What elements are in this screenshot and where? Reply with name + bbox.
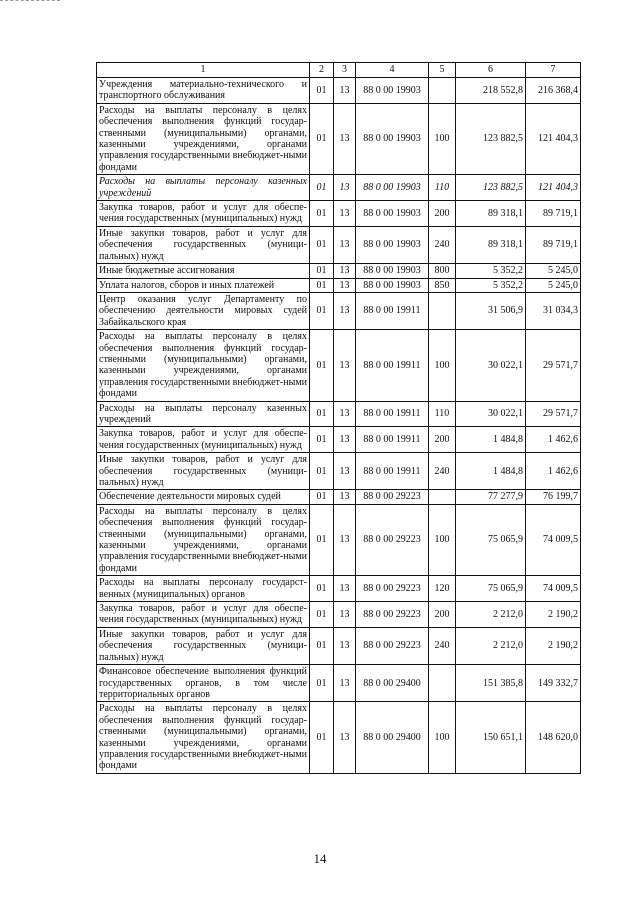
expense-type-cell: 850 — [429, 278, 456, 292]
amount-year2-cell: 29 571,7 — [526, 401, 581, 427]
target-article-cell: 88 0 00 29223 — [356, 576, 429, 602]
table-row — [97, 453, 581, 490]
table-row — [97, 78, 581, 104]
table-row — [97, 401, 581, 427]
target-article-cell: 88 0 00 29223 — [356, 490, 429, 504]
amount-year2-cell: 74 009,5 — [526, 576, 581, 602]
row-name-cell: Расходы на выплаты персоналу в целях обеспечения выполнения функций государ-ственными (муниципальными) органами, казенными учреждениями, органами управления государственными внебюджет-ными фондами — [97, 330, 310, 401]
subsection-code-cell: 13 — [334, 665, 356, 702]
section-code-cell: 01 — [310, 490, 334, 504]
expense-type-cell: 100 — [429, 702, 456, 773]
subsection-code-cell: 13 — [334, 627, 356, 664]
amount-year1-cell: 123 882,5 — [456, 175, 526, 201]
section-code-cell: 01 — [310, 278, 334, 292]
table-row — [97, 226, 581, 263]
target-article-cell: 88 0 00 19903 — [356, 201, 429, 227]
table-header-row — [97, 63, 581, 78]
table-row — [97, 602, 581, 628]
expense-type-cell: 120 — [429, 576, 456, 602]
subsection-code-cell: 13 — [334, 702, 356, 773]
row-name-cell: Закупка товаров, работ и услуг для обеспе-чения государственных (муниципальных) нужд — [97, 427, 310, 453]
section-code-cell: 01 — [310, 576, 334, 602]
subsection-code-cell: 13 — [334, 427, 356, 453]
amount-year1-cell: 75 065,9 — [456, 576, 526, 602]
subsection-code-cell: 13 — [334, 201, 356, 227]
row-name-cell: Расходы на выплаты персоналу в целях обеспечения выполнения функций государ-ственными (муниципальными) органами, казенными учреждениями, органами управления государственными внебюджет-ными фондами — [97, 103, 310, 174]
target-article-cell: 88 0 00 19903 — [356, 278, 429, 292]
amount-year1-cell: 5 352,2 — [456, 264, 526, 278]
target-article-cell: 88 0 00 29400 — [356, 702, 429, 773]
amount-year2-cell: 5 245,0 — [526, 278, 581, 292]
section-code-cell: 01 — [310, 175, 334, 201]
table-row — [97, 504, 581, 575]
row-name-cell: Расходы на выплаты персоналу в целях обеспечения выполнения функций государ-ственными (муниципальными) органами, казенными учреждениями, органами управления государственными внебюджет-ными фондами — [97, 504, 310, 575]
expense-type-cell: 110 — [429, 401, 456, 427]
row-name-cell: Центр оказания услуг Департаменту по обеспечению деятельности мировых судей Забайкальского края — [97, 292, 310, 329]
amount-year1-cell: 89 318,1 — [456, 201, 526, 227]
subsection-code-cell: 13 — [334, 504, 356, 575]
section-code-cell: 01 — [310, 292, 334, 329]
amount-year2-cell: 149 332,7 — [526, 665, 581, 702]
scan-edge-mark — [0, 0, 60, 3]
section-code-cell: 01 — [310, 504, 334, 575]
amount-year2-cell: 29 571,7 — [526, 330, 581, 401]
amount-year2-cell: 31 034,3 — [526, 292, 581, 329]
row-name-cell: Иные бюджетные ассигнования — [97, 264, 310, 278]
target-article-cell: 88 0 00 19903 — [356, 226, 429, 263]
expense-type-cell — [429, 665, 456, 702]
expense-type-cell: 100 — [429, 103, 456, 174]
amount-year1-cell: 2 212,0 — [456, 627, 526, 664]
target-article-cell: 88 0 00 19911 — [356, 453, 429, 490]
target-article-cell: 88 0 00 19911 — [356, 292, 429, 329]
expense-type-cell — [429, 78, 456, 104]
amount-year2-cell: 148 620,0 — [526, 702, 581, 773]
section-code-cell: 01 — [310, 401, 334, 427]
expense-type-cell: 110 — [429, 175, 456, 201]
header-col-3: 3 — [334, 63, 356, 78]
row-name-cell: Расходы на выплаты персоналу государст-венных (муниципальных) органов — [97, 576, 310, 602]
amount-year1-cell: 30 022,1 — [456, 401, 526, 427]
target-article-cell: 88 0 00 29223 — [356, 602, 429, 628]
table-row — [97, 490, 581, 504]
target-article-cell: 88 0 00 19911 — [356, 401, 429, 427]
subsection-code-cell: 13 — [334, 602, 356, 628]
section-code-cell: 01 — [310, 226, 334, 263]
amount-year1-cell: 5 352,2 — [456, 278, 526, 292]
subsection-code-cell: 13 — [334, 175, 356, 201]
subsection-code-cell: 13 — [334, 330, 356, 401]
subsection-code-cell: 13 — [334, 292, 356, 329]
table-row — [97, 627, 581, 664]
row-name-cell: Иные закупки товаров, работ и услуг для обеспечения государственных (муници-пальных) нужд — [97, 226, 310, 263]
amount-year1-cell: 77 277,9 — [456, 490, 526, 504]
row-name-cell: Расходы на выплаты персоналу казенных учреждений — [97, 175, 310, 201]
header-col-6: 6 — [456, 63, 526, 78]
subsection-code-cell: 13 — [334, 264, 356, 278]
subsection-code-cell: 13 — [334, 278, 356, 292]
amount-year1-cell: 75 065,9 — [456, 504, 526, 575]
subsection-code-cell: 13 — [334, 490, 356, 504]
amount-year1-cell: 89 318,1 — [456, 226, 526, 263]
amount-year2-cell: 121 404,3 — [526, 103, 581, 174]
row-name-cell: Учреждения материально-технического и транспортного обслуживания — [97, 78, 310, 104]
table-row — [97, 702, 581, 773]
target-article-cell: 88 0 00 29223 — [356, 504, 429, 575]
amount-year1-cell: 151 385,8 — [456, 665, 526, 702]
target-article-cell: 88 0 00 19903 — [356, 264, 429, 278]
amount-year1-cell: 150 651,1 — [456, 702, 526, 773]
header-col-4: 4 — [356, 63, 429, 78]
table-row — [97, 576, 581, 602]
amount-year1-cell: 31 506,9 — [456, 292, 526, 329]
target-article-cell: 88 0 00 19903 — [356, 175, 429, 201]
target-article-cell: 88 0 00 19911 — [356, 427, 429, 453]
table-row — [97, 330, 581, 401]
amount-year2-cell: 216 368,4 — [526, 78, 581, 104]
expense-type-cell: 200 — [429, 602, 456, 628]
expense-type-cell: 240 — [429, 627, 456, 664]
section-code-cell: 01 — [310, 264, 334, 278]
amount-year1-cell: 30 022,1 — [456, 330, 526, 401]
expense-type-cell: 240 — [429, 453, 456, 490]
section-code-cell: 01 — [310, 627, 334, 664]
section-code-cell: 01 — [310, 103, 334, 174]
section-code-cell: 01 — [310, 427, 334, 453]
section-code-cell: 01 — [310, 602, 334, 628]
expense-type-cell: 100 — [429, 504, 456, 575]
section-code-cell: 01 — [310, 665, 334, 702]
row-name-cell: Иные закупки товаров, работ и услуг для обеспечения государственных (муници-пальных) нужд — [97, 627, 310, 664]
table-body — [97, 78, 581, 774]
row-name-cell: Расходы на выплаты персоналу казенных учреждений — [97, 401, 310, 427]
subsection-code-cell: 13 — [334, 576, 356, 602]
section-code-cell: 01 — [310, 78, 334, 104]
expense-type-cell — [429, 292, 456, 329]
row-name-cell: Расходы на выплаты персоналу в целях обеспечения выполнения функций государ-ственными (муниципальными) органами, казенными учреждениями, органами управления государственными внебюджет-ными фондами — [97, 702, 310, 773]
expense-type-cell: 240 — [429, 226, 456, 263]
expense-type-cell: 800 — [429, 264, 456, 278]
amount-year2-cell: 89 719,1 — [526, 226, 581, 263]
subsection-code-cell: 13 — [334, 226, 356, 263]
target-article-cell: 88 0 00 29223 — [356, 627, 429, 664]
amount-year2-cell: 1 462,6 — [526, 427, 581, 453]
amount-year2-cell: 2 190,2 — [526, 627, 581, 664]
target-article-cell: 88 0 00 19911 — [356, 330, 429, 401]
target-article-cell: 88 0 00 29400 — [356, 665, 429, 702]
row-name-cell: Финансовое обеспечение выполнения функций государственных органов, в том числе территориальных органов — [97, 665, 310, 702]
table-row — [97, 427, 581, 453]
subsection-code-cell: 13 — [334, 453, 356, 490]
header-col-7: 7 — [526, 63, 581, 78]
row-name-cell: Иные закупки товаров, работ и услуг для обеспечения государственных (муници-пальных) нужд — [97, 453, 310, 490]
expense-type-cell: 200 — [429, 427, 456, 453]
section-code-cell: 01 — [310, 702, 334, 773]
table-row — [97, 665, 581, 702]
subsection-code-cell: 13 — [334, 103, 356, 174]
amount-year1-cell: 2 212,0 — [456, 602, 526, 628]
amount-year2-cell: 121 404,3 — [526, 175, 581, 201]
amount-year1-cell: 218 552,8 — [456, 78, 526, 104]
amount-year2-cell: 89 719,1 — [526, 201, 581, 227]
header-col-2: 2 — [310, 63, 334, 78]
table-row — [97, 103, 581, 174]
row-name-cell: Закупка товаров, работ и услуг для обеспе-чения государственных (муниципальных) нужд — [97, 602, 310, 628]
row-name-cell: Обеспечение деятельности мировых судей — [97, 490, 310, 504]
table-row — [97, 292, 581, 329]
amount-year2-cell: 5 245,0 — [526, 264, 581, 278]
header-col-1: 1 — [97, 63, 310, 78]
amount-year2-cell: 74 009,5 — [526, 504, 581, 575]
header-col-5: 5 — [429, 63, 456, 78]
table-row — [97, 175, 581, 201]
row-name-cell: Закупка товаров, работ и услуг для обеспе-чения государственных (муниципальных) нужд — [97, 201, 310, 227]
budget-table — [96, 62, 581, 774]
amount-year1-cell: 1 484,8 — [456, 453, 526, 490]
subsection-code-cell: 13 — [334, 401, 356, 427]
row-name-cell: Уплата налогов, сборов и иных платежей — [97, 278, 310, 292]
amount-year2-cell: 1 462,6 — [526, 453, 581, 490]
amount-year1-cell: 1 484,8 — [456, 427, 526, 453]
target-article-cell: 88 0 00 19903 — [356, 78, 429, 104]
expense-type-cell — [429, 490, 456, 504]
table-row — [97, 264, 581, 278]
amount-year2-cell: 2 190,2 — [526, 602, 581, 628]
amount-year2-cell: 76 199,7 — [526, 490, 581, 504]
page-number: 14 — [313, 851, 327, 866]
section-code-cell: 01 — [310, 330, 334, 401]
section-code-cell: 01 — [310, 201, 334, 227]
expense-type-cell: 100 — [429, 330, 456, 401]
table-row — [97, 278, 581, 292]
target-article-cell: 88 0 00 19903 — [356, 103, 429, 174]
subsection-code-cell: 13 — [334, 78, 356, 104]
table-row — [97, 201, 581, 227]
section-code-cell: 01 — [310, 453, 334, 490]
amount-year1-cell: 123 882,5 — [456, 103, 526, 174]
expense-type-cell: 200 — [429, 201, 456, 227]
